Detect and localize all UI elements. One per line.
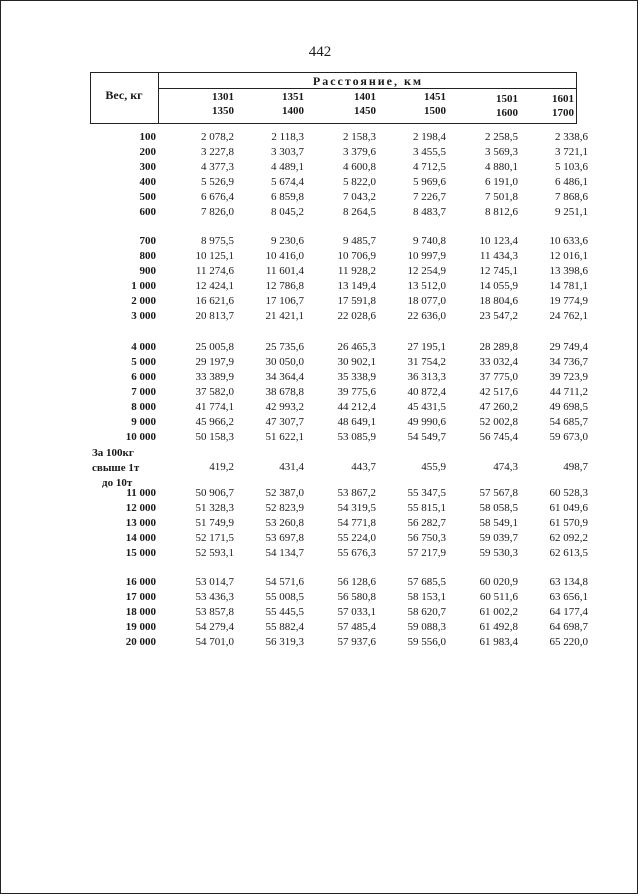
range-header: [392, 90, 446, 118]
price-cell: 56 128,6: [337, 576, 376, 588]
price-cell: 9 251,1: [555, 206, 588, 218]
price-cell: 431,4: [279, 461, 304, 473]
table-row: [0, 531, 640, 545]
price-cell: 51 749,9: [195, 517, 234, 529]
price-cell: 58 058,5: [479, 502, 518, 514]
price-cell: 24 762,1: [549, 310, 588, 322]
price-cell: 55 815,1: [407, 502, 446, 514]
price-cell: 39 775,6: [337, 386, 376, 398]
price-cell: 12 786,8: [265, 280, 304, 292]
price-cell: 59 556,0: [407, 636, 446, 648]
table-row: [0, 355, 640, 369]
price-cell: 53 260,8: [265, 517, 304, 529]
price-cell: 11 434,3: [479, 250, 518, 262]
price-cell: 14 781,1: [549, 280, 588, 292]
weight-cell: 18 000: [125, 606, 156, 618]
price-cell: 60 528,3: [549, 487, 588, 499]
weight-cell: 400: [139, 176, 156, 188]
price-cell: 2 078,2: [201, 131, 234, 143]
price-cell: 62 613,5: [549, 547, 588, 559]
price-cell: 52 002,8: [479, 416, 518, 428]
table-row: [0, 190, 640, 204]
price-cell: 64 177,4: [549, 606, 588, 618]
price-cell: 51 622,1: [265, 431, 304, 443]
table-row: [0, 309, 640, 323]
price-cell: 13 398,6: [549, 265, 588, 277]
price-cell: 5 526,9: [201, 176, 234, 188]
range-from: 1451: [424, 91, 446, 103]
price-cell: 42 993,2: [265, 401, 304, 413]
price-cell: 55 676,3: [337, 547, 376, 559]
price-cell: 8 812,6: [485, 206, 518, 218]
note-line: свыше 1т: [92, 462, 140, 474]
price-cell: 17 591,8: [337, 295, 376, 307]
price-cell: 11 274,6: [195, 265, 234, 277]
price-cell: 49 990,6: [407, 416, 446, 428]
note-line: За 100кг: [92, 447, 134, 459]
price-cell: 52 593,1: [195, 547, 234, 559]
table-row: [0, 486, 640, 500]
price-cell: 45 431,5: [407, 401, 446, 413]
price-cell: 8 483,7: [413, 206, 446, 218]
price-cell: 18 804,6: [479, 295, 518, 307]
table-row: [0, 385, 640, 399]
price-cell: 39 723,9: [549, 371, 588, 383]
price-cell: 7 826,0: [201, 206, 234, 218]
price-cell: 52 171,5: [195, 532, 234, 544]
price-cell: 30 050,0: [265, 356, 304, 368]
price-cell: 59 673,0: [549, 431, 588, 443]
price-cell: 52 823,9: [265, 502, 304, 514]
price-cell: 58 620,7: [407, 606, 446, 618]
weight-cell: 700: [139, 235, 156, 247]
price-cell: 2 258,5: [485, 131, 518, 143]
table-row: [0, 370, 640, 384]
price-cell: 61 570,9: [549, 517, 588, 529]
price-cell: 8 975,5: [201, 235, 234, 247]
price-cell: 54 549,7: [407, 431, 446, 443]
table-row: [0, 205, 640, 219]
price-cell: 40 872,4: [407, 386, 446, 398]
price-cell: 63 134,8: [549, 576, 588, 588]
price-cell: 11 928,2: [337, 265, 376, 277]
price-cell: 22 636,0: [407, 310, 446, 322]
weight-cell: 16 000: [125, 576, 156, 588]
price-cell: 41 774,1: [195, 401, 234, 413]
price-cell: 30 902,1: [337, 356, 376, 368]
price-cell: 34 364,4: [265, 371, 304, 383]
price-cell: 25 005,8: [195, 341, 234, 353]
weight-cell: 900: [139, 265, 156, 277]
header-top-rule: [90, 72, 576, 73]
weight-cell: 200: [139, 146, 156, 158]
price-cell: 23 547,2: [479, 310, 518, 322]
price-cell: 12 016,1: [549, 250, 588, 262]
price-cell: 56 580,8: [337, 591, 376, 603]
price-cell: 52 387,0: [265, 487, 304, 499]
weight-cell: 500: [139, 191, 156, 203]
price-cell: 10 416,0: [265, 250, 304, 262]
price-cell: 53 436,3: [195, 591, 234, 603]
price-cell: 54 685,7: [549, 416, 588, 428]
price-cell: 2 338,6: [555, 131, 588, 143]
weight-cell: 7 000: [131, 386, 156, 398]
price-cell: 55 008,5: [265, 591, 304, 603]
price-cell: 3 379,6: [343, 146, 376, 158]
price-cell: 51 328,3: [195, 502, 234, 514]
price-cell: 26 465,3: [337, 341, 376, 353]
price-cell: 10 123,4: [479, 235, 518, 247]
price-cell: 5 674,4: [271, 176, 304, 188]
price-cell: 16 621,6: [195, 295, 234, 307]
price-cell: 18 077,0: [407, 295, 446, 307]
price-cell: 10 706,9: [337, 250, 376, 262]
price-cell: 9 230,6: [271, 235, 304, 247]
price-cell: 11 601,4: [265, 265, 304, 277]
price-cell: 44 711,2: [549, 386, 588, 398]
price-cell: 59 530,3: [479, 547, 518, 559]
price-cell: 8 264,5: [343, 206, 376, 218]
price-cell: 57 485,4: [337, 621, 376, 633]
price-cell: 50 158,3: [195, 431, 234, 443]
price-cell: 57 567,8: [479, 487, 518, 499]
table-row: [0, 430, 640, 444]
price-cell: 57 217,9: [407, 547, 446, 559]
price-cell: 12 424,1: [195, 280, 234, 292]
table-row: [0, 605, 640, 619]
table-row: [0, 340, 640, 354]
price-cell: 3 227,8: [201, 146, 234, 158]
price-cell: 10 125,1: [195, 250, 234, 262]
price-cell: 17 106,7: [265, 295, 304, 307]
price-cell: 6 486,1: [555, 176, 588, 188]
price-cell: 59 088,3: [407, 621, 446, 633]
price-cell: 49 698,5: [549, 401, 588, 413]
price-cell: 34 736,7: [549, 356, 588, 368]
weight-cell: 13 000: [125, 517, 156, 529]
price-cell: 61 983,4: [479, 636, 518, 648]
weight-cell: 10 000: [125, 431, 156, 443]
table-row: [0, 501, 640, 515]
price-cell: 419,2: [209, 461, 234, 473]
price-cell: 38 678,8: [265, 386, 304, 398]
table-row: [0, 145, 640, 159]
weight-cell: 6 000: [131, 371, 156, 383]
price-cell: 50 906,7: [195, 487, 234, 499]
weight-column-header: Вес, кг: [105, 88, 143, 102]
range-header: [180, 90, 234, 118]
weight-cell: 300: [139, 161, 156, 173]
weight-cell: 800: [139, 250, 156, 262]
price-cell: 4 489,1: [271, 161, 304, 173]
price-cell: 33 032,4: [479, 356, 518, 368]
price-cell: 8 045,2: [271, 206, 304, 218]
range-header: [520, 92, 574, 120]
price-cell: 474,3: [493, 461, 518, 473]
price-cell: 7 868,6: [555, 191, 588, 203]
price-cell: 6 676,4: [201, 191, 234, 203]
price-cell: 56 750,3: [407, 532, 446, 544]
price-cell: 5 969,6: [413, 176, 446, 188]
price-cell: 22 028,6: [337, 310, 376, 322]
price-cell: 61 002,2: [479, 606, 518, 618]
price-cell: 10 633,6: [549, 235, 588, 247]
price-cell: 14 055,9: [479, 280, 518, 292]
range-from: 1351: [282, 91, 304, 103]
weight-cell: 2 000: [131, 295, 156, 307]
table-row: [0, 460, 640, 474]
weight-cell: 19 000: [125, 621, 156, 633]
price-cell: 3 455,5: [413, 146, 446, 158]
price-cell: 42 517,6: [479, 386, 518, 398]
price-cell: 54 571,6: [265, 576, 304, 588]
price-cell: 19 774,9: [549, 295, 588, 307]
price-cell: 28 289,8: [479, 341, 518, 353]
price-cell: 5 822,0: [343, 176, 376, 188]
price-cell: 12 745,1: [479, 265, 518, 277]
weight-cell: 600: [139, 206, 156, 218]
price-cell: 31 754,2: [407, 356, 446, 368]
price-cell: 37 582,0: [195, 386, 234, 398]
price-cell: 53 085,9: [337, 431, 376, 443]
price-cell: 37 775,0: [479, 371, 518, 383]
table-row: [0, 415, 640, 429]
range-to: 1600: [496, 107, 518, 119]
weight-cell: 1 000: [131, 280, 156, 292]
range-to: 1450: [354, 105, 376, 117]
price-cell: 56 745,4: [479, 431, 518, 443]
price-cell: 2 118,3: [271, 131, 304, 143]
price-cell: 55 347,5: [407, 487, 446, 499]
price-cell: 47 260,2: [479, 401, 518, 413]
price-cell: 54 279,4: [195, 621, 234, 633]
price-cell: 4 712,5: [413, 161, 446, 173]
price-cell: 53 014,7: [195, 576, 234, 588]
price-cell: 9 485,7: [343, 235, 376, 247]
table-row: [0, 160, 640, 174]
price-cell: 59 039,7: [479, 532, 518, 544]
weight-cell: 17 000: [125, 591, 156, 603]
price-cell: 6 859,8: [271, 191, 304, 203]
price-cell: 55 445,5: [265, 606, 304, 618]
table-header: [90, 72, 576, 124]
price-cell: 57 033,1: [337, 606, 376, 618]
price-cell: 7 043,2: [343, 191, 376, 203]
price-cell: 2 158,3: [343, 131, 376, 143]
price-cell: 44 212,4: [337, 401, 376, 413]
table-row: [0, 635, 640, 649]
table-row: [0, 279, 640, 293]
weight-cell: 8 000: [131, 401, 156, 413]
range-from: 1601: [552, 93, 574, 105]
price-cell: 57 685,5: [407, 576, 446, 588]
price-cell: 29 749,4: [549, 341, 588, 353]
price-cell: 35 338,9: [337, 371, 376, 383]
price-cell: 12 254,9: [407, 265, 446, 277]
price-cell: 60 020,9: [479, 576, 518, 588]
table-row: [0, 294, 640, 308]
header-right-rule: [576, 72, 577, 124]
price-cell: 60 511,6: [479, 591, 518, 603]
price-cell: 7 501,8: [485, 191, 518, 203]
note-line: до 10т: [102, 477, 133, 489]
weight-cell: 12 000: [125, 502, 156, 514]
header-bottom-rule: [90, 123, 576, 124]
price-cell: 7 226,7: [413, 191, 446, 203]
price-cell: 498,7: [563, 461, 588, 473]
table-row: [0, 620, 640, 634]
header-weight-divider: [158, 72, 159, 124]
price-cell: 6 191,0: [485, 176, 518, 188]
price-cell: 3 303,7: [271, 146, 304, 158]
table-row: [0, 575, 640, 589]
range-from: 1301: [212, 91, 234, 103]
price-cell: 54 771,8: [337, 517, 376, 529]
price-cell: 3 721,1: [555, 146, 588, 158]
price-cell: 13 512,0: [407, 280, 446, 292]
price-cell: 58 549,1: [479, 517, 518, 529]
price-cell: 48 649,1: [337, 416, 376, 428]
price-cell: 21 421,1: [265, 310, 304, 322]
weight-cell: 100: [139, 131, 156, 143]
price-cell: 54 701,0: [195, 636, 234, 648]
price-cell: 55 882,4: [265, 621, 304, 633]
price-cell: 443,7: [351, 461, 376, 473]
table-row: [0, 400, 640, 414]
weight-cell: 11 000: [126, 487, 156, 499]
table-row: [0, 590, 640, 604]
price-cell: 47 307,7: [265, 416, 304, 428]
price-cell: 33 389,9: [195, 371, 234, 383]
range-to: 1500: [424, 105, 446, 117]
price-cell: 4 880,1: [485, 161, 518, 173]
range-header: [322, 90, 376, 118]
price-cell: 3 569,3: [485, 146, 518, 158]
table-row: [0, 234, 640, 248]
price-cell: 56 282,7: [407, 517, 446, 529]
range-to: 1350: [212, 105, 234, 117]
price-cell: 53 697,8: [265, 532, 304, 544]
price-cell: 20 813,7: [195, 310, 234, 322]
price-cell: 455,9: [421, 461, 446, 473]
price-cell: 2 198,4: [413, 131, 446, 143]
table-row: [0, 516, 640, 530]
weight-cell: 20 000: [125, 636, 156, 648]
range-from: 1501: [496, 93, 518, 105]
table-row: [0, 546, 640, 560]
price-cell: 36 313,3: [407, 371, 446, 383]
page-number: 442: [308, 44, 332, 60]
price-cell: 53 867,2: [337, 487, 376, 499]
range-to: 1700: [552, 107, 574, 119]
price-cell: 25 735,6: [265, 341, 304, 353]
price-cell: 45 966,2: [195, 416, 234, 428]
table-row: [0, 130, 640, 144]
price-cell: 63 656,1: [549, 591, 588, 603]
range-header: [464, 92, 518, 120]
price-cell: 56 319,3: [265, 636, 304, 648]
price-cell: 53 857,8: [195, 606, 234, 618]
price-cell: 10 997,9: [407, 250, 446, 262]
price-cell: 54 134,7: [265, 547, 304, 559]
price-cell: 55 224,0: [337, 532, 376, 544]
weight-cell: 9 000: [131, 416, 156, 428]
price-cell: 29 197,9: [195, 356, 234, 368]
price-cell: 4 600,8: [343, 161, 376, 173]
price-cell: 27 195,1: [407, 341, 446, 353]
price-cell: 54 319,5: [337, 502, 376, 514]
table-row: [0, 249, 640, 263]
weight-cell: 14 000: [125, 532, 156, 544]
price-cell: 61 492,8: [479, 621, 518, 633]
price-cell: 61 049,6: [549, 502, 588, 514]
price-cell: 57 937,6: [337, 636, 376, 648]
table-row: [0, 175, 640, 189]
range-to: 1400: [282, 105, 304, 117]
weight-cell: 4 000: [131, 341, 156, 353]
price-cell: 9 740,8: [413, 235, 446, 247]
price-cell: 64 698,7: [549, 621, 588, 633]
range-from: 1401: [354, 91, 376, 103]
price-cell: 13 149,4: [337, 280, 376, 292]
price-cell: 65 220,0: [549, 636, 588, 648]
weight-cell: 5 000: [131, 356, 156, 368]
weight-cell: 3 000: [131, 310, 156, 322]
price-cell: 4 377,3: [201, 161, 234, 173]
table-row: [0, 264, 640, 278]
price-cell: 5 103,6: [555, 161, 588, 173]
distance-header: Расстояние, км: [312, 74, 424, 88]
range-header: [250, 90, 304, 118]
price-cell: 62 092,2: [549, 532, 588, 544]
price-cell: 58 153,1: [407, 591, 446, 603]
weight-cell: 15 000: [125, 547, 156, 559]
